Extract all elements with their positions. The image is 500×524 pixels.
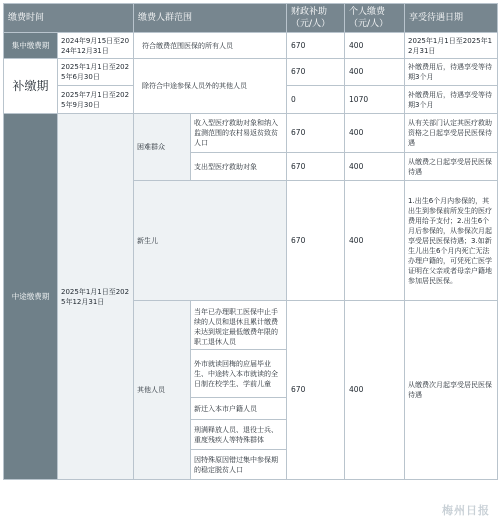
centralized-period: 2024年9月15日至2024年12月31日 (58, 33, 134, 59)
makeup-benefit-1: 补缴费用后，待遇享受等待期3个月 (405, 59, 498, 86)
special-benefit-2: 从缴费之日起享受居民医保待遇 (405, 153, 498, 181)
header-row (4, 4, 498, 33)
makeup-label: 补缴期 (4, 59, 58, 114)
special-personal-1: 400 (345, 114, 405, 153)
medical-insurance-table (3, 3, 498, 480)
makeup-scope: 除符合中途参保人员外的其他人员 (134, 59, 287, 114)
newborn-subsidy: 670 (287, 181, 345, 301)
newborn-benefit: 1.出生6个月内参保的，其出生到参保前所发生的医疗费用给予支付；2.出生6个月后参保的，从参保次月起享受居民医保待遇；3.如新生儿出生6个月内死亡无法办理户籍的，可凭死亡医学证明在父亲或者母亲户籍地参加居民医保。 (405, 181, 498, 301)
header-period: 缴费时间 (4, 4, 134, 33)
makeup-period-2: 2025年7月1日至2025年9月30日 (58, 86, 134, 114)
newspaper-watermark: 梅州日报 (442, 504, 490, 517)
special-row-1 (4, 114, 498, 153)
makeup-subsidy-1: 670 (287, 59, 345, 86)
makeup-benefit-2: 补缴费用后，待遇享受等待期3个月 (405, 86, 498, 114)
makeup-period-1: 2025年1月1日至2025年6月30日 (58, 59, 134, 86)
makeup-personal-2: 1070 (345, 86, 405, 114)
header-benefit: 享受待遇日期 (405, 4, 498, 33)
makeup-subsidy-2: 0 (287, 86, 345, 114)
centralized-personal: 400 (345, 33, 405, 59)
centralized-scope: 符合缴费范围医保的所有人员 (134, 33, 287, 59)
special-personal-2: 400 (345, 153, 405, 181)
special-subsidy-2: 670 (287, 153, 345, 181)
centralized-label: 集中缴费期 (4, 33, 58, 59)
special-group-label: 困难群众 (134, 114, 191, 181)
midway-label: 中途缴费期 (4, 114, 58, 480)
other-subsidy: 670 (287, 301, 345, 480)
centralized-subsidy: 670 (287, 33, 345, 59)
other-item-1: 当年已办理职工医保中止手续的人员和退休且累计缴费未达到规定最低缴费年限的职工退休人员 (191, 306, 287, 350)
other-item-5: 因特殊原因错过集中参保期的稳定脱贫人口 (191, 450, 287, 480)
newborn-personal: 400 (345, 181, 405, 301)
special-benefit-1: 从有关部门认定其医疗救助资格之日起享受居民医保待遇 (405, 114, 498, 153)
other-personal: 400 (345, 301, 405, 480)
special-scope-1: 收入型医疗救助对象和纳入监测范围的农村易返贫致贫人口 (191, 114, 287, 153)
other-item-4: 刑满释放人员、退役士兵、重度残疾人等特殊群体 (191, 420, 287, 450)
other-item-2: 外市就读回梅的应届毕业生、中途转入本市就读的全日制在校学生、学前儿童 (191, 350, 287, 398)
header-subsidy: 财政补助（元/人） (287, 4, 345, 33)
newborn-label: 新生儿 (134, 181, 287, 301)
special-subsidy-1: 670 (287, 114, 345, 153)
other-group-label: 其他人员 (134, 301, 191, 480)
makeup-personal-1: 400 (345, 59, 405, 86)
centralized-row (4, 33, 498, 59)
makeup-row-1 (4, 59, 498, 86)
header-personal: 个人缴费（元/人） (345, 4, 405, 33)
header-scope: 缴费人群范围 (134, 4, 287, 33)
special-scope-2: 支出型医疗救助对象 (191, 153, 287, 181)
midway-period: 2025年1月1日至2025年12月31日 (58, 114, 134, 480)
other-item-3: 新迁入本市户籍人员 (191, 398, 287, 420)
centralized-benefit: 2025年1月1日至2025年12月31日 (405, 33, 498, 59)
other-benefit: 从缴费次月起享受居民医保待遇 (405, 301, 498, 480)
